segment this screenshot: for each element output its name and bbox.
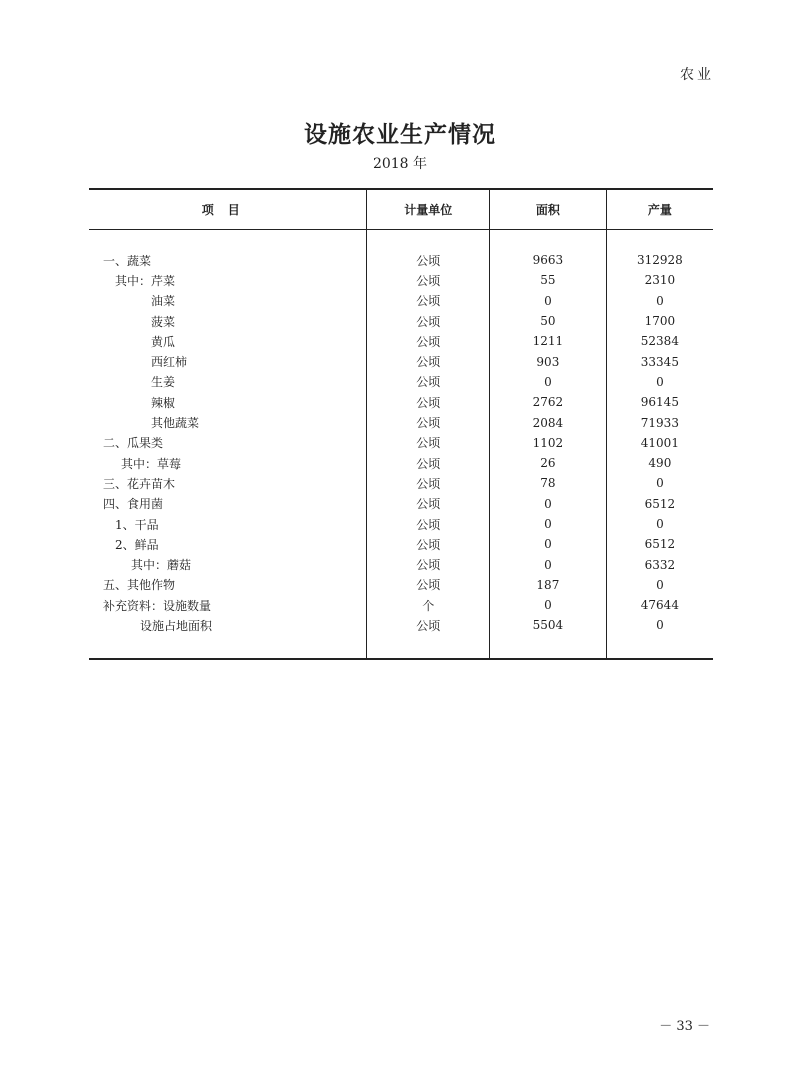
- row-output: 0: [606, 615, 713, 635]
- row-output: 0: [606, 473, 713, 493]
- column-header-output: 产量: [606, 189, 713, 230]
- column-header-item: 项目: [89, 189, 367, 230]
- row-output: 0: [606, 575, 713, 595]
- row-area: 0: [490, 534, 607, 554]
- row-unit: 公顷: [367, 392, 490, 412]
- row-item: 一、蔬菜: [103, 253, 152, 268]
- table-row: [89, 514, 713, 534]
- row-unit: 公顷: [367, 615, 490, 635]
- row-area: 187: [490, 575, 607, 595]
- row-area: 0: [490, 494, 607, 514]
- row-unit: 公顷: [367, 250, 490, 270]
- row-unit: 公顷: [367, 534, 490, 554]
- page-subtitle-year: 2018 年: [372, 156, 428, 172]
- table-row: [89, 615, 713, 635]
- row-output: 6512: [606, 534, 713, 554]
- table-spacer-bottom: [89, 636, 713, 659]
- table-row: [89, 494, 713, 514]
- row-unit: 公顷: [367, 270, 490, 290]
- page-title: 设施农业生产情况: [304, 121, 496, 148]
- row-output: 96145: [606, 392, 713, 412]
- row-area: 2084: [490, 412, 607, 432]
- row-area: 0: [490, 291, 607, 311]
- row-item: 设施占地面积: [140, 618, 213, 633]
- row-unit: 公顷: [367, 514, 490, 534]
- table-row: [89, 270, 713, 290]
- table-row: [89, 453, 713, 473]
- row-output: 2310: [606, 270, 713, 290]
- row-area: 1211: [490, 331, 607, 351]
- row-area: 2762: [490, 392, 607, 412]
- row-output: 47644: [606, 595, 713, 615]
- row-item: 2、鲜品: [115, 537, 159, 552]
- row-item: 补充资料：设施数量: [103, 598, 212, 613]
- row-area: 0: [490, 595, 607, 615]
- row-output: 6332: [606, 554, 713, 574]
- row-output: 71933: [606, 412, 713, 432]
- row-item: 五、其他作物: [103, 578, 176, 593]
- row-area: 50: [490, 311, 607, 331]
- table-row: [89, 433, 713, 453]
- row-item: 1、干品: [115, 517, 159, 532]
- row-area: 0: [490, 554, 607, 574]
- row-item: 西红柿: [151, 355, 188, 370]
- row-output: 0: [606, 291, 713, 311]
- table-row: [89, 595, 713, 615]
- table-row: [89, 291, 713, 311]
- row-item: 四、食用菌: [103, 497, 164, 512]
- row-item: 其中：蘑菇: [131, 558, 192, 573]
- row-area: 0: [490, 372, 607, 392]
- row-output: 312928: [606, 250, 713, 270]
- table-row: [89, 473, 713, 493]
- row-unit: 公顷: [367, 331, 490, 351]
- row-area: 903: [490, 351, 607, 371]
- row-unit: 公顷: [367, 311, 490, 331]
- column-header-unit: 计量单位: [367, 189, 490, 230]
- row-unit: 公顷: [367, 453, 490, 473]
- table-row: [89, 351, 713, 371]
- table-row: [89, 372, 713, 392]
- row-item: 三、花卉苗木: [103, 476, 176, 491]
- table-header-row: [89, 189, 713, 230]
- table-row: [89, 331, 713, 351]
- running-header: 农业: [680, 67, 714, 83]
- row-output: 0: [606, 514, 713, 534]
- row-item: 黄瓜: [151, 334, 176, 349]
- row-area: 55: [490, 270, 607, 290]
- column-header-area: 面积: [490, 189, 607, 230]
- table-row: [89, 250, 713, 270]
- row-unit: 公顷: [367, 412, 490, 432]
- row-item: 生姜: [151, 375, 176, 390]
- table-row: [89, 311, 713, 331]
- row-unit: 公顷: [367, 554, 490, 574]
- row-area: 1102: [490, 433, 607, 453]
- table-row: [89, 534, 713, 554]
- statistics-table: [89, 188, 713, 660]
- row-output: 52384: [606, 331, 713, 351]
- table-row: [89, 575, 713, 595]
- statistics-table-container: [89, 188, 713, 660]
- row-output: 490: [606, 453, 713, 473]
- row-unit: 公顷: [367, 433, 490, 453]
- row-unit: 公顷: [367, 291, 490, 311]
- row-unit: 公顷: [367, 372, 490, 392]
- row-area: 9663: [490, 250, 607, 270]
- row-output: 41001: [606, 433, 713, 453]
- row-unit: 公顷: [367, 494, 490, 514]
- row-area: 5504: [490, 615, 607, 635]
- row-area: 0: [490, 514, 607, 534]
- row-unit: 个: [367, 595, 490, 615]
- row-unit: 公顷: [367, 473, 490, 493]
- row-output: 1700: [606, 311, 713, 331]
- row-output: 6512: [606, 494, 713, 514]
- row-item: 其中：草莓: [121, 456, 182, 471]
- table-row: [89, 412, 713, 432]
- row-unit: 公顷: [367, 575, 490, 595]
- table-row: [89, 554, 713, 574]
- row-output: 0: [606, 372, 713, 392]
- row-item: 二、瓜果类: [103, 436, 164, 451]
- page-number: － 33 －: [659, 1019, 710, 1034]
- row-item: 其他蔬菜: [151, 416, 200, 431]
- row-unit: 公顷: [367, 351, 490, 371]
- table-row: [89, 392, 713, 412]
- row-item: 油菜: [151, 294, 176, 309]
- table-spacer-top: [89, 230, 713, 251]
- row-item: 其中：芹菜: [115, 273, 176, 288]
- row-area: 78: [490, 473, 607, 493]
- row-output: 33345: [606, 351, 713, 371]
- row-area: 26: [490, 453, 607, 473]
- row-item: 辣椒: [151, 395, 176, 410]
- row-item: 菠菜: [151, 314, 176, 329]
